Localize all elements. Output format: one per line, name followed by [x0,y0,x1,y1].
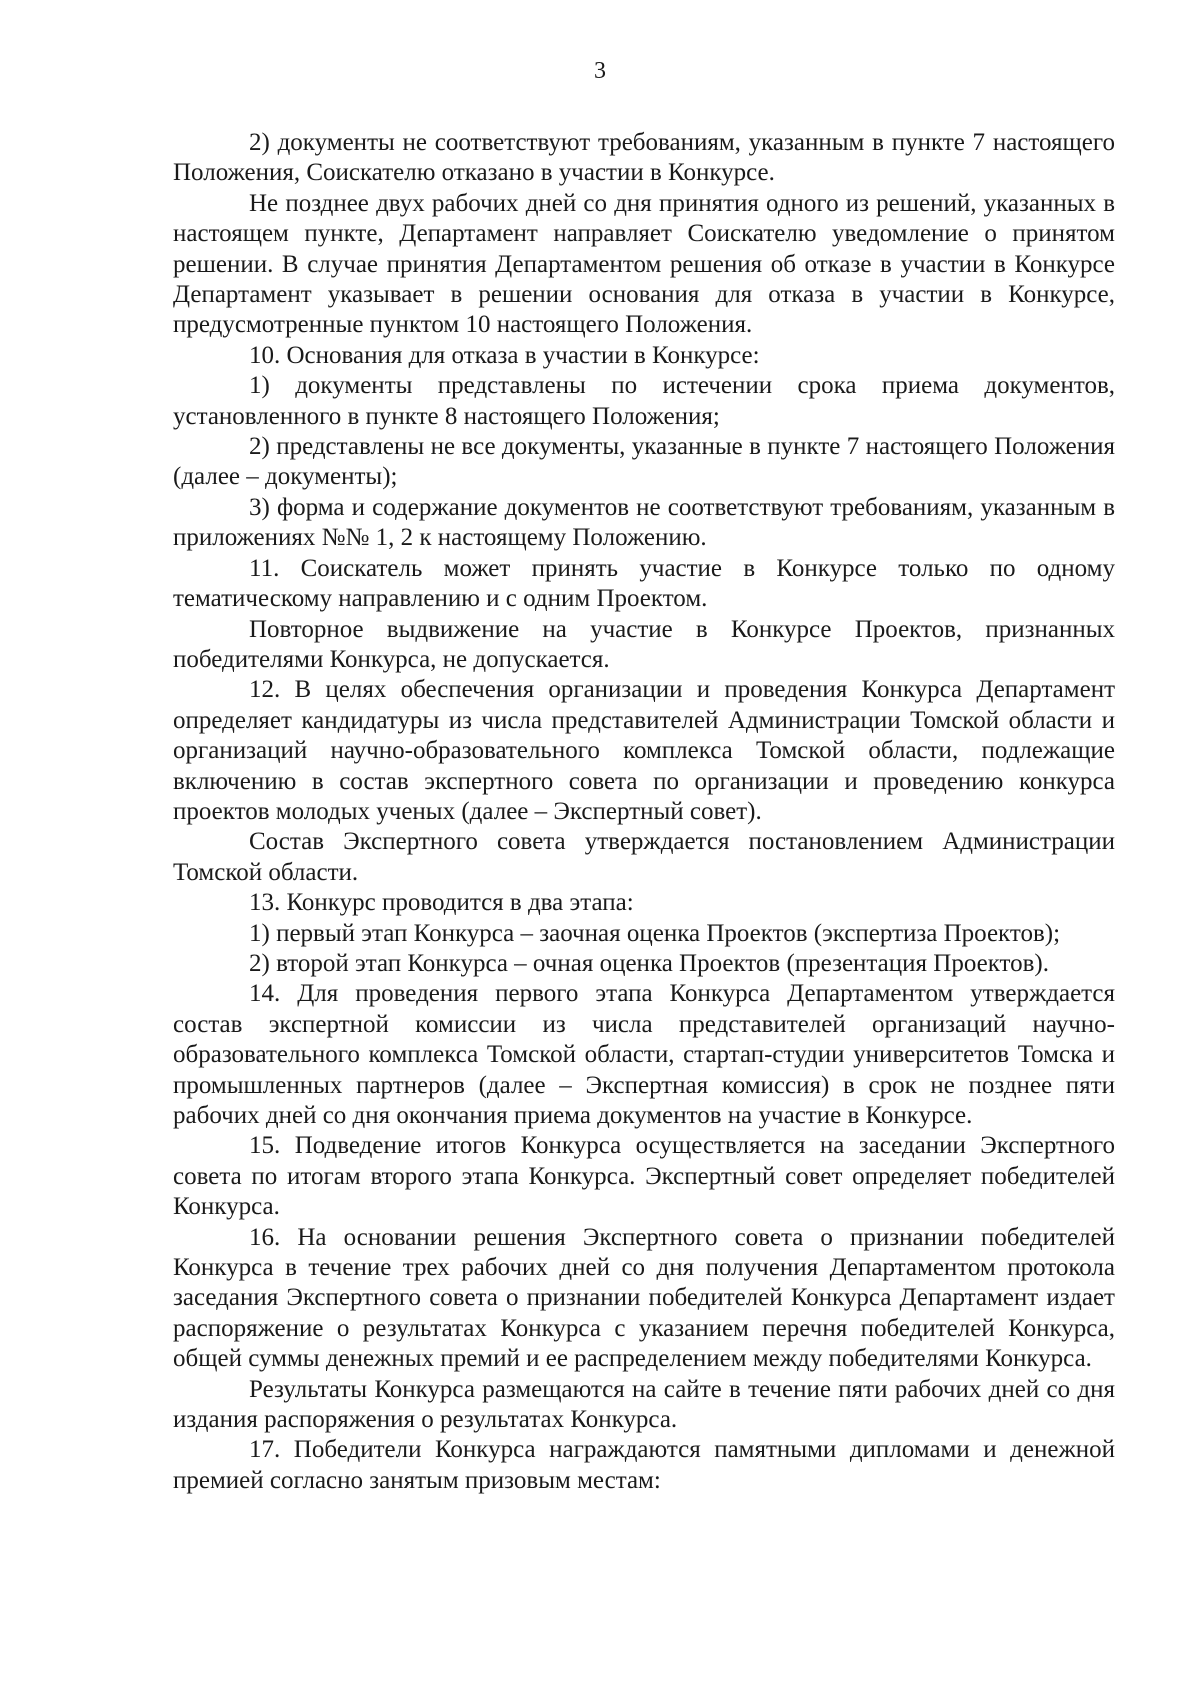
paragraph: 14. Для проведения первого этапа Конкурса Департаментом утверждается состав экспертной комиссии из числа представителей организаций научно-образовательного комплекса Томской области, стартап-студии университетов Томска и промышленных партнеров (далее – Экспертная комиссия) в срок не позднее пяти рабочих дней со дня окончания приема документов на участие в Конкурсе. [173,980,1115,1129]
paragraph: 1) документы представлены по истечении срока приема документов, установленного в пункте 8 настоящего Положения; [173,372,1115,430]
paragraph: 1) первый этап Конкурса – заочная оценка Проектов (экспертиза Проектов); [249,919,1061,947]
paragraph: Состав Экспертного совета утверждается постановлением Администрации Томской области. [173,828,1115,886]
paragraph: 2) представлены не все документы, указанные в пункте 7 настоящего Положения (далее – документы); [173,433,1115,491]
paragraph: 10. Основания для отказа в участии в Конкурсе: [249,341,760,369]
paragraph: Повторное выдвижение на участие в Конкурсе Проектов, признанных победителями Конкурса, не допускается. [173,615,1115,673]
document-body [173,128,1115,1496]
paragraph: 3) форма и содержание документов не соответствуют требованиям, указанным в приложениях №№ 1, 2 к настоящему Положению. [173,493,1115,552]
paragraph: 2) второй этап Конкурса – очная оценка Проектов (презентация Проектов). [249,949,1050,977]
paragraph: 15. Подведение итогов Конкурса осуществляется на заседании Экспертного совета по итогам второго этапа Конкурса. Экспертный совет определяет победителей Конкурса. [173,1132,1115,1221]
paragraph: 2) документы не соответствуют требованиям, указанным в пункте 7 настоящего Положения, Соискателю отказано в участии в Конкурсе. [173,129,1115,187]
paragraph: Не позднее двух рабочих дней со дня принятия одного из решений, указанных в настоящем пункте, Департамент направляет Соискателю уведомление о принятом решении. В случае принятия Департаментом решения об отказе в участии в Конкурсе Департамент указывает в решении основания для отказа в участии в Конкурсе, предусмотренные пунктом 10 настоящего Положения. [173,189,1115,339]
page-number: 3 [594,58,606,84]
paragraph: 11. Соискатель может принять участие в Конкурсе только по одному тематическому направлению и с одним Проектом. [173,554,1115,613]
paragraph: 17. Победители Конкурса награждаются памятными дипломами и денежной премией согласно занятым призовым местам: [173,1436,1115,1494]
paragraph: Результаты Конкурса размещаются на сайте в течение пяти рабочих дней со дня издания распоряжения о результатах Конкурса. [173,1375,1115,1434]
paragraph: 12. В целях обеспечения организации и проведения Конкурса Департамент определяет кандидатуры из числа представителей Администрации Томской области и организаций научно-образовательного комплекса Томской области, подлежащие включению в состав экспертного совета по организации и проведению конкурса проектов молодых ученых (далее – Экспертный совет). [173,676,1115,825]
paragraph: 16. На основании решения Экспертного совета о признании победителей Конкурса в течение трех рабочих дней со дня получения Департаментом протокола заседания Экспертного совета о признании победителей Конкурса Департамент издает распоряжение о результатах Конкурса с указанием перечня победителей Конкурса, общей суммы денежных премий и ее распределением между победителями Конкурса. [173,1223,1115,1373]
paragraph: 13. Конкурс проводится в два этапа: [249,889,634,917]
